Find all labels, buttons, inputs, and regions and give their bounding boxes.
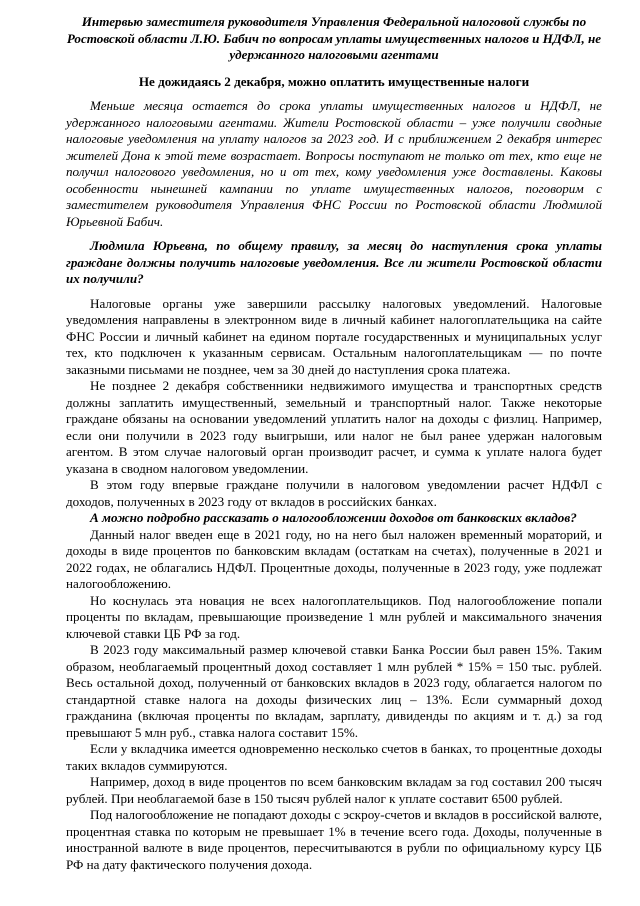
answer-2-paragraph-3: В 2023 году максимальный размер ключевой ставки Банка России был равен 15%. Таким образом, необлагаемый процентный доход составляет 1 млн рублей * 15% = 150 тыс. рублей. Весь остальной доход, полученный от банковских вкладов в 2023 году, облагается налогом по стандартной ставке налога на доходы физических лиц – 13%. Если суммарный доход гражданина (включая проценты по вкладам, зарплату, дивиденды по акциям и т. д.) за год превышают 5 млн руб., ставка налога составит 15%. [66, 642, 602, 740]
answer-1-paragraph-1: Налоговые органы уже завершили рассылку налоговых уведомлений. Налоговые уведомления направлены в электронном виде в личный кабинет налогоплательщика на сайте ФНС России и личный кабинет на едином портале государственных и муниципальных услуг тех, кто подключен к указанным сервисам. Остальным налогоплательщикам — по почте заказными письмами не позднее, чем за 30 дней до наступления срока платежа. [66, 295, 602, 377]
answer-2-paragraph-4: Если у вкладчика имеется одновременно несколько счетов в банках, то процентные доходы таких вкладов суммируются. [66, 741, 602, 773]
answer-1-paragraph-2: Не позднее 2 декабря собственники недвижимого имущества и транспортных средств должны заплатить имущественный, земельный и транспортный налог. Также некоторые граждане обязаны на основании уведомлений уплатить налог на доходы с физлиц. Например, если они получили в 2023 году выигрыши, или налог не был ранее удержан налоговым агентом. В этом случае налоговый орган производит расчет, и сумма к уплате налога будет указана в сводном налоговом уведомлении. [66, 378, 602, 476]
question-2: А можно подробно рассказать о налогообложении доходов от банковских вкладов? [90, 510, 577, 525]
answer-2-paragraph-2: Но коснулась эта новация не всех налогоплательщиков. Под налогообложение попали проценты по вкладам, превышающие произведение 1 млн рублей и максимального значения ключевой ставки ЦБ РФ за год. [66, 592, 602, 641]
answer-2-paragraph-6: Под налогообложение не попадают доходы с эскроу-счетов и вкладов в российской валюте, процентная ставка по которым не превышает 1% в течение всего года. Доходы, полученные в иностранной валюте в виде процентов, пересчитываются в рубли по официальному курсу ЦБ РФ на дату фактического получения дохода. [66, 807, 602, 872]
question-1: Людмила Юрьевна, по общему правилу, за месяц до наступления срока уплаты граждане должны получить налоговые уведомления. Все ли жители Ростовской области их получили? [66, 238, 602, 286]
answer-2-paragraph-1: Данный налог введен еще в 2021 году, но на него был наложен временный мораторий, и доходы в виде процентов по банковским вкладам (остаткам на счетах), полученные в 2021 и 2022 годах, не облагались НДФЛ. Процентные доходы, полученные в 2023 году, уже подлежат налогообложению. [66, 526, 602, 591]
interview-header: Интервью заместителя руководителя Управления Федеральной налоговой службы по Ростовской области Л.Ю. Бабич по вопросам уплаты имущественных налогов и НДФЛ, не удержанного налоговыми агентами [66, 14, 602, 62]
answer-2-paragraph-5: Например, доход в виде процентов по всем банковским вкладам за год составил 200 тысяч рублей. При необлагаемой базе в 150 тысяч рублей налог к уплате составит 6500 рублей. [66, 774, 602, 806]
lead-paragraph: Меньше месяца остается до срока уплаты имущественных налогов и НДФЛ, не удержанного налоговыми агентами. Жители Ростовской области – уже получили сводные налоговые уведомления на уплату налогов за 2023 год. И с приближением 2 декабря интерес жителей Дона к этой теме возрастает. Вопросы поступают не только от тех, кто еще не получил налогового уведомления, но и от тех, кому уведомления уже доставлены. Каковы особенности нынешней кампании по уплате имущественных налогов, поговорим с заместителем руководителя Управления ФНС России по Ростовской области Людмилой Юрьевной Бабич. [66, 98, 602, 229]
headline: Не дожидаясь 2 декабря, можно оплатить имущественные налоги [138, 73, 530, 89]
answer-1-paragraph-3: В этом году впервые граждане получили в налоговом уведомлении расчет НДФЛ с доходов, полученных в 2023 году от вкладов в российских банках. [66, 477, 602, 509]
